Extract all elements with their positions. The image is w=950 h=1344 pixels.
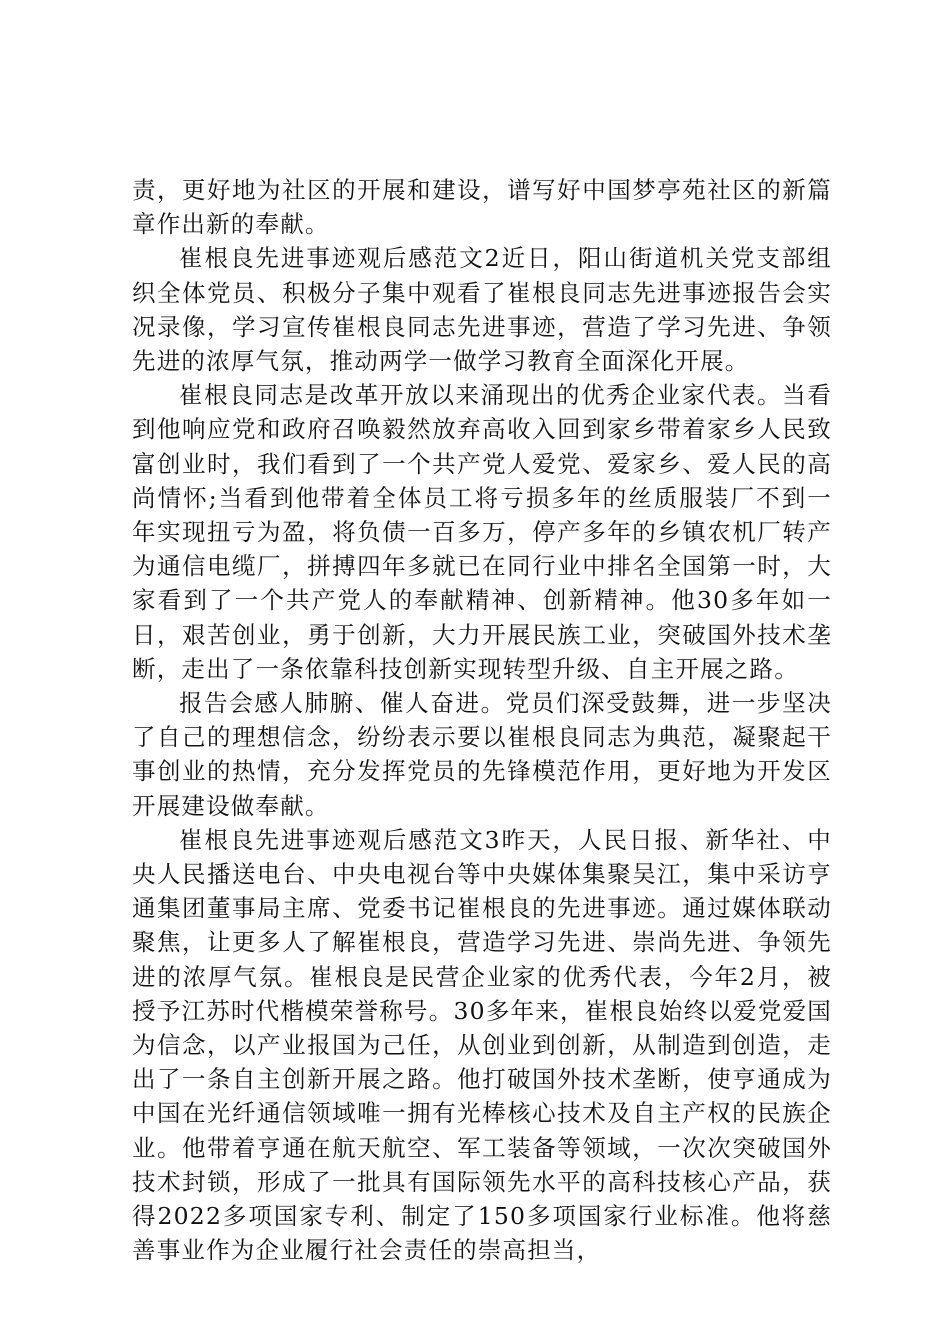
paragraph-4: 报告会感人肺腑、催人奋进。党员们深受鼓舞，进一步坚决了自己的理想信念，纷纷表示要以崔根良同志为典范，凝聚起干事创业的热情，充分发挥党员的先锋模范作用，更好地为开发区开展建设做奉献。 xyxy=(132,689,832,820)
paragraph-2: 崔根良先进事迹观后感范文2近日，阳山街道机关党支部组织全体党员、积极分子集中观看了崔根良同志先进事迹报告会实况录像，学习宣传崔根良同志先进事迹，营造了学习先进、争领先进的浓厚气氛，推动两学一做学习教育全面深化开展。 xyxy=(132,244,832,376)
paragraph-1: 责，更好地为社区的开展和建设，谱写好中国梦亭苑社区的新篇章作出新的奉献。 xyxy=(132,176,832,239)
paragraph-3: 崔根良同志是改革开放以来涌现出的优秀企业家代表。当看到他响应党和政府召唤毅然放弃高收入回到家乡带着家乡人民致富创业时，我们看到了一个共产党人爱党、爱家乡、爱人民的高尚情怀;当看到他带着全体员工将亏损多年的丝质服装厂不到一年实现扭亏为盈，将负债一百多万，停产多年的乡镇农机厂转产为通信电缆厂，拼搏四年多就已在同行业中排名全国第一时，大家看到了一个共产党人的奉献精神、创新精神。他30多年如一日，艰苦创业，勇于创新，大力开展民族工业，突破国外技术垄断，走出了一条依靠科技创新实现转型升级、自主开展之路。 xyxy=(132,381,832,683)
paragraph-5: 崔根良先进事迹观后感范文3昨天，人民日报、新华社、中央人民播送电台、中央电视台等中央媒体集聚吴江，集中采访亨通集团董事局主席、党委书记崔根良的先进事迹。通过媒体联动聚焦，让更多人了解崔根良，营造学习先进、崇尚先进、争领先进的浓厚气氛。崔根良是民营企业家的优秀代表，今年2月，被授予江苏时代楷模荣誉称号。30多年来，崔根良始终以爱党爱国为信念，以产业报国为己任，从创业到创新，从制造到创造，走出了一条自主创新开展之路。他打破国外技术垄断，使亨通成为中国在光纤通信领域唯一拥有光棒核心技术及自主产权的民族企业。他带着亨通在航天航空、军工装备等领域，一次次突破国外技术封锁，形成了一批具有国际领先水平的高科技核心产品，获得2022多项国家专利、制定了150多项国家行业标准。他将慈善事业作为企业履行社会责任的崇高担当， xyxy=(132,825,832,1265)
document-body xyxy=(132,173,832,1268)
